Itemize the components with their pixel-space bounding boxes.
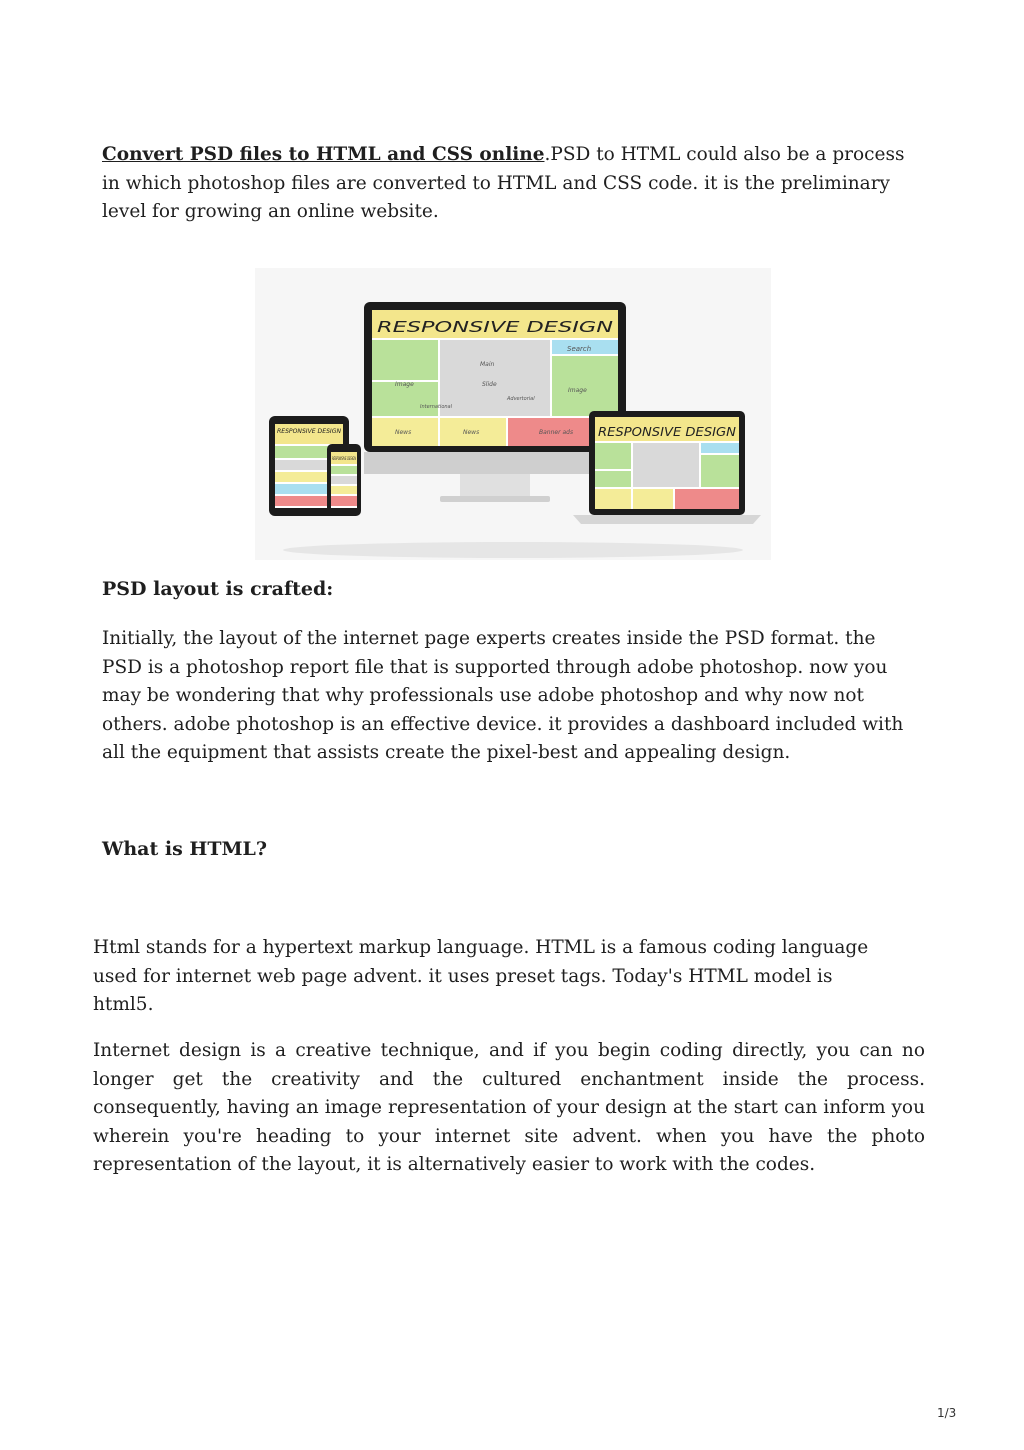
svg-text:RESPONSIVE DESIGN: RESPONSIVE DESIGN: [277, 428, 342, 435]
svg-text:News: News: [463, 429, 480, 436]
laptop: [573, 411, 761, 524]
page-number: 1/3: [937, 1406, 957, 1420]
psd-layout-paragraph: Initially, the layout of the internet page experts creates inside the PSD format. the PSD is a photoshop report file that is supported through adobe photoshop. now you may be wondering that why professionals use adobe photoshop and why now not others. adobe photoshop is an effective device. it provides a dashboard included with all the equipment that assists create the pixel-best and appealing design.: [102, 628, 904, 763]
svg-text:Image: Image: [568, 387, 587, 394]
intro-text: .PSD to HTML could also be a process in which photoshop files are converted to HTML and CSS code. it is the preliminary level for growing an online website.: [102, 144, 905, 222]
psd-layout-heading: PSD layout is crafted:: [102, 578, 334, 600]
convert-psd-link[interactable]: Convert PSD files to HTML and CSS online: [102, 144, 545, 165]
svg-text:International: International: [420, 404, 452, 410]
what-is-html-heading: What is HTML?: [102, 838, 267, 860]
svg-text:Slide: Slide: [482, 381, 497, 388]
svg-text:RESPONSIVE DESIGN: RESPONSIVE DESIGN: [332, 456, 356, 461]
phone: [327, 444, 361, 516]
svg-text:News: News: [395, 429, 412, 436]
responsive-design-image: [255, 268, 771, 560]
internet-design-paragraph: Internet design is a creative technique, and if you begin coding directly, you can no longer get the creativity and the cultured enchantment inside the process. consequently, having an image representation of your design at the start can inform you wherein you're heading to your internet site advent. when you have the photo representation of the layout, it is alternatively easier to work with the codes.: [93, 1040, 925, 1175]
svg-text:Advertorial: Advertorial: [507, 396, 535, 402]
svg-text:Main: Main: [480, 361, 495, 368]
desktop-monitor: [364, 302, 626, 502]
html-definition-paragraph: Html stands for a hypertext markup language. HTML is a famous coding language used for internet web page advent. it uses preset tags. Today's HTML model is html5.: [93, 937, 869, 1015]
intro-paragraph: [102, 141, 926, 227]
svg-text:Banner ads: Banner ads: [539, 429, 574, 436]
svg-text:Search: Search: [567, 345, 592, 353]
svg-text:RESPONSIVE DESIGN: RESPONSIVE DESIGN: [598, 425, 737, 439]
svg-text:Image: Image: [395, 381, 414, 388]
big-banner-text: RESPONSIVE DESIGN: [377, 318, 613, 336]
